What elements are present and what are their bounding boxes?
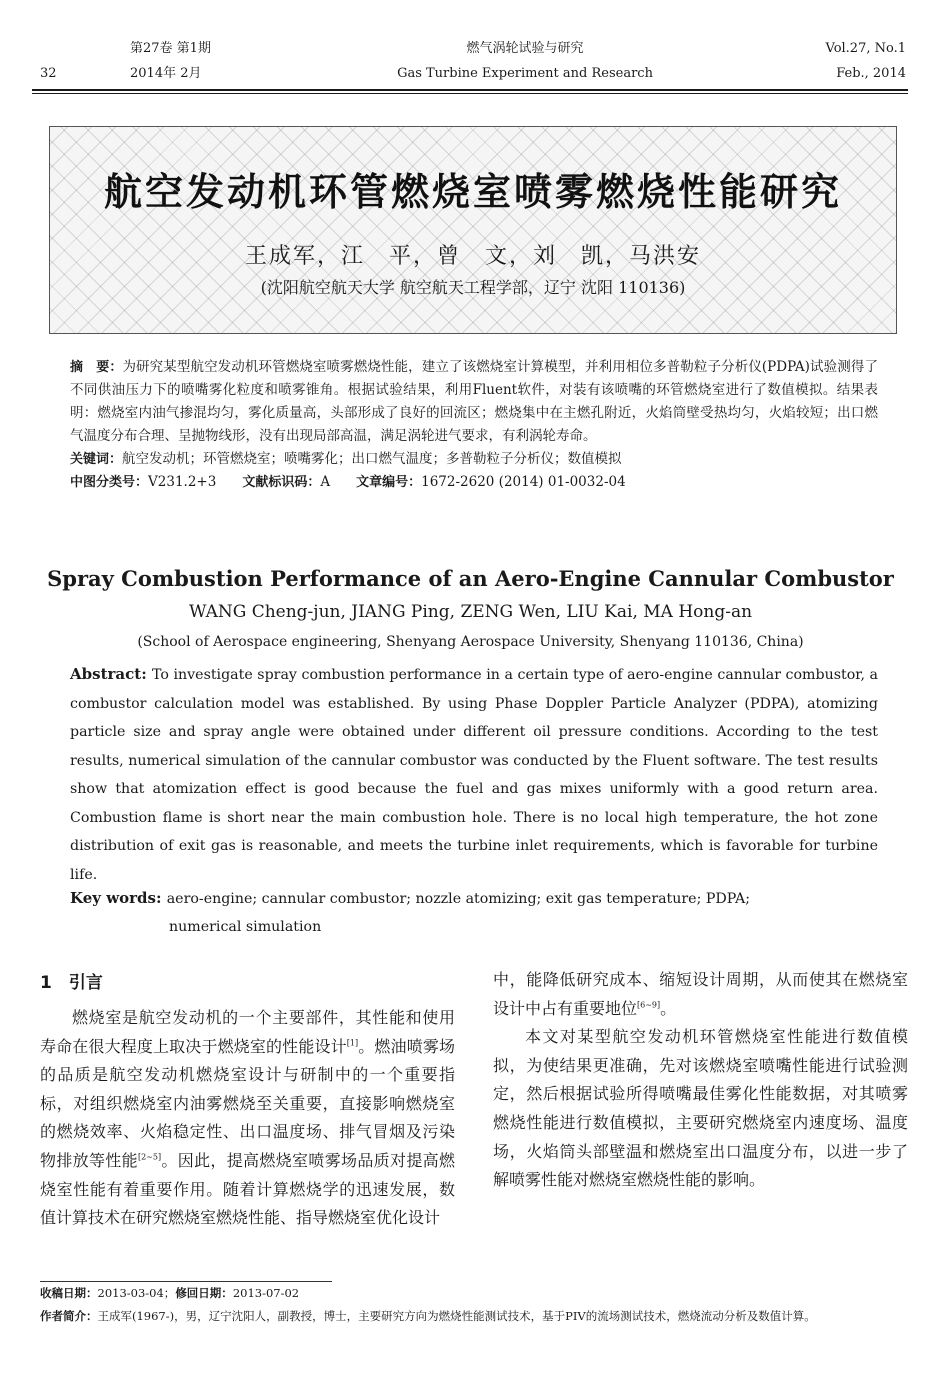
footnote-rule (40, 1281, 332, 1282)
intro-p1-cont-text: 中，能降低研究成本、缩短设计周期，从而使其在燃烧室设计中占有重要地位 (493, 970, 908, 1018)
abstract-en: Abstract: To investigate spray combustion performance in a certain type of aero-engine cannular combustor, a combustor calculation model was established. By using Phase Doppler Particle Analyzer (PDPA), atomizing particle size and spray angle were obtained under different oil pressure conditions. According to the test results, numerical simulation of the cannular combustor was conducted by the Fluent software. The test results show that atomization effect is good because the fuel and gas mixes uniformly with a good return area. Combustion flame is short near the main combustion hole. There is no local high temperature, the hot zone distribution of exit gas is reasonable, and meets the turbine inlet requirements, which is favorable for turbine life. (70, 665, 878, 883)
journal-name-en: Gas Turbine Experiment and Research (397, 66, 653, 81)
keywords-en: Key words: aero-engine; cannular combustor; nozzle atomizing; exit gas temperature; PDPA; numerical simulation (70, 884, 878, 941)
date-cn: 2014年 2月 (130, 66, 202, 81)
revised-date: 2013-07-02 (232, 1286, 300, 1300)
keywords-cn-label: 关键词： (70, 452, 123, 467)
keywords-cn-text: 航空发动机；环管燃烧室；喷嘴雾化；出口燃气温度；多普勒粒子分析仪；数值模拟 (122, 451, 622, 467)
date-en: Feb., 2014 (836, 66, 906, 81)
doc-code-label: 文献标识码： (242, 475, 321, 490)
article-no-value: 1672-2620 (2014) 01-0032-04 (421, 474, 626, 490)
citation-2-5[interactable]: [2~5] (137, 1152, 162, 1162)
clc-label: 中图分类号： (70, 475, 149, 490)
intro-p1-part-b: 。燃油喷雾场的品质是航空发动机燃烧室设计与研制中的一个重要指标，对组织燃烧室内油雾燃烧至关重要，直接影响燃烧室的燃烧效率、火焰稳定性、出口温度场、排气冒烟及污染物排放等性能 (40, 1036, 455, 1170)
doc-code-value: A (320, 474, 331, 490)
authors-en: WANG Cheng-jun, JIANG Ping, ZENG Wen, LIU Kai, MA Hong-an (188, 602, 753, 622)
intro-paragraph-2: 本文对某型航空发动机环管燃烧室性能进行数值模拟，为使结果更准确，先对该燃烧室喷嘴性能进行试验测定，然后根据试验所得喷嘴最佳雾化性能数据，对其喷雾燃烧性能进行数值模拟，主要研究燃烧室内速度场、温度场，火焰筒头部壁温和燃烧室出口温度分布，以进一步了解喷雾性能对燃烧室燃烧性能的影响。 (493, 1027, 908, 1190)
intro-p1-part-a: 燃烧室是航空发动机的一个主要部件，其性能和使用寿命在很大程度上取决于燃烧室的性能设计 (40, 1008, 455, 1056)
paper-title-cn: 航空发动机环管燃烧室喷雾燃烧性能研究 (103, 170, 842, 214)
journal-name-cn: 燃气涡轮试验与研究 (466, 41, 584, 56)
keywords-cn (70, 448, 878, 471)
volume-issue-en: Vol.27, No.1 (825, 41, 906, 56)
body-right-column (493, 966, 908, 1195)
section-heading-introduction: 1 引言 (40, 973, 103, 993)
abstract-en-label: Abstract (70, 665, 142, 683)
keywords-en-label: Key words (70, 889, 156, 907)
citation-6-9[interactable]: [6~9] (637, 1000, 661, 1010)
abstract-cn-label: 摘 要： (70, 360, 123, 375)
affiliation-en: (School of Aerospace engineering, Shenyang Aerospace University, Shenyang 110136, China) (137, 634, 804, 650)
volume-issue-cn: 第27卷 第1期 (130, 41, 211, 56)
affiliation-cn: (沈阳航空航天大学 航空航天工程学部，辽宁 沈阳 110136) (260, 278, 686, 297)
abstract-en-text: To investigate spray combustion performance in a certain type of aero-engine cannular combustor, a combustor calculation model was established. By using Phase Doppler Particle Analyzer (PDPA), atomizing particle size and spray angle were obtained under different oil pressure conditions. According to the test results, numerical simulation of the cannular combustor was conducted by the Fluent software. The test results show that atomization effect is good because the fuel and gas mixes uniformly with a good return area. Combustion flame is short near the main combustion hole. There is no local high temperature, the hot zone distribution of exit gas is reasonable, and meets the turbine inlet requirements, which is favorable for turbine life. (70, 667, 878, 883)
received-date: 2013-03-04； (97, 1286, 176, 1300)
abstract-cn-text: 为研究某型航空发动机环管燃烧室喷雾燃烧性能，建立了该燃烧室计算模型，并利用相位多普勒粒子分析仪(PDPA)试验测得了不同供油压力下的喷嘴雾化粒度和喷雾锥角。根据试验结果，利用Fluent软件，对装有该喷嘴的环管燃烧室进行了数值模拟。结果表明：燃烧室内油气掺混均匀，雾化质量高，头部形成了良好的回流区；燃烧集中在主燃孔附近，火焰筒壁受热均匀，火焰较短；出口燃气温度分布合理、呈抛物线形，没有出现局部高温，满足涡轮进气要求，有利涡轮寿命。 (70, 359, 878, 444)
header-rule-thin (32, 93, 908, 94)
footnote-dates (40, 1285, 299, 1301)
received-label: 收稿日期： (40, 1286, 98, 1300)
citation-1[interactable]: [1] (346, 1038, 359, 1048)
footnote-author-bio (40, 1308, 816, 1324)
paper-title-en: Spray Combustion Performance of an Aero-Engine Cannular Combustor (47, 566, 894, 591)
abstract-cn (70, 356, 878, 448)
author-bio-text: 王成军(1967-)，男，辽宁沈阳人，副教授，博士，主要研究方向为燃烧性能测试技术，基于PIV的流场测试技术，燃烧流动分析及数值计算。 (97, 1309, 816, 1323)
body-left-column (40, 968, 455, 1233)
author-bio-label: 作者简介： (40, 1309, 98, 1323)
keywords-en-line1: aero-engine; cannular combustor; nozzle atomizing; exit gas temperature; PDPA; (166, 891, 751, 907)
intro-p1-part-c: 。因此，提高燃烧室喷雾场品质对提高燃烧室性能有着重要作用。随着计算燃烧学的迅速发展，数值计算技术在研究燃烧室燃烧性能、指导燃烧室优化设计 (40, 1150, 455, 1228)
authors-cn: 王成军，江 平，曾 文，刘 凯，马洪安 (244, 244, 701, 269)
classification-line (70, 471, 878, 494)
keywords-en-line2: numerical simulation (169, 919, 322, 935)
intro-p1-cont-end: 。 (660, 998, 677, 1018)
title-block (49, 126, 897, 334)
article-no-label: 文章编号： (356, 475, 422, 490)
page-number: 32 (40, 66, 57, 81)
abstract-cn-block (70, 356, 878, 494)
intro-paragraph-1 (40, 1004, 455, 1233)
clc-value: V231.2+3 (148, 474, 217, 490)
intro-paragraph-1-continued (493, 966, 908, 1023)
header-rule-thick (32, 89, 908, 91)
revised-label: 修回日期： (175, 1286, 233, 1300)
